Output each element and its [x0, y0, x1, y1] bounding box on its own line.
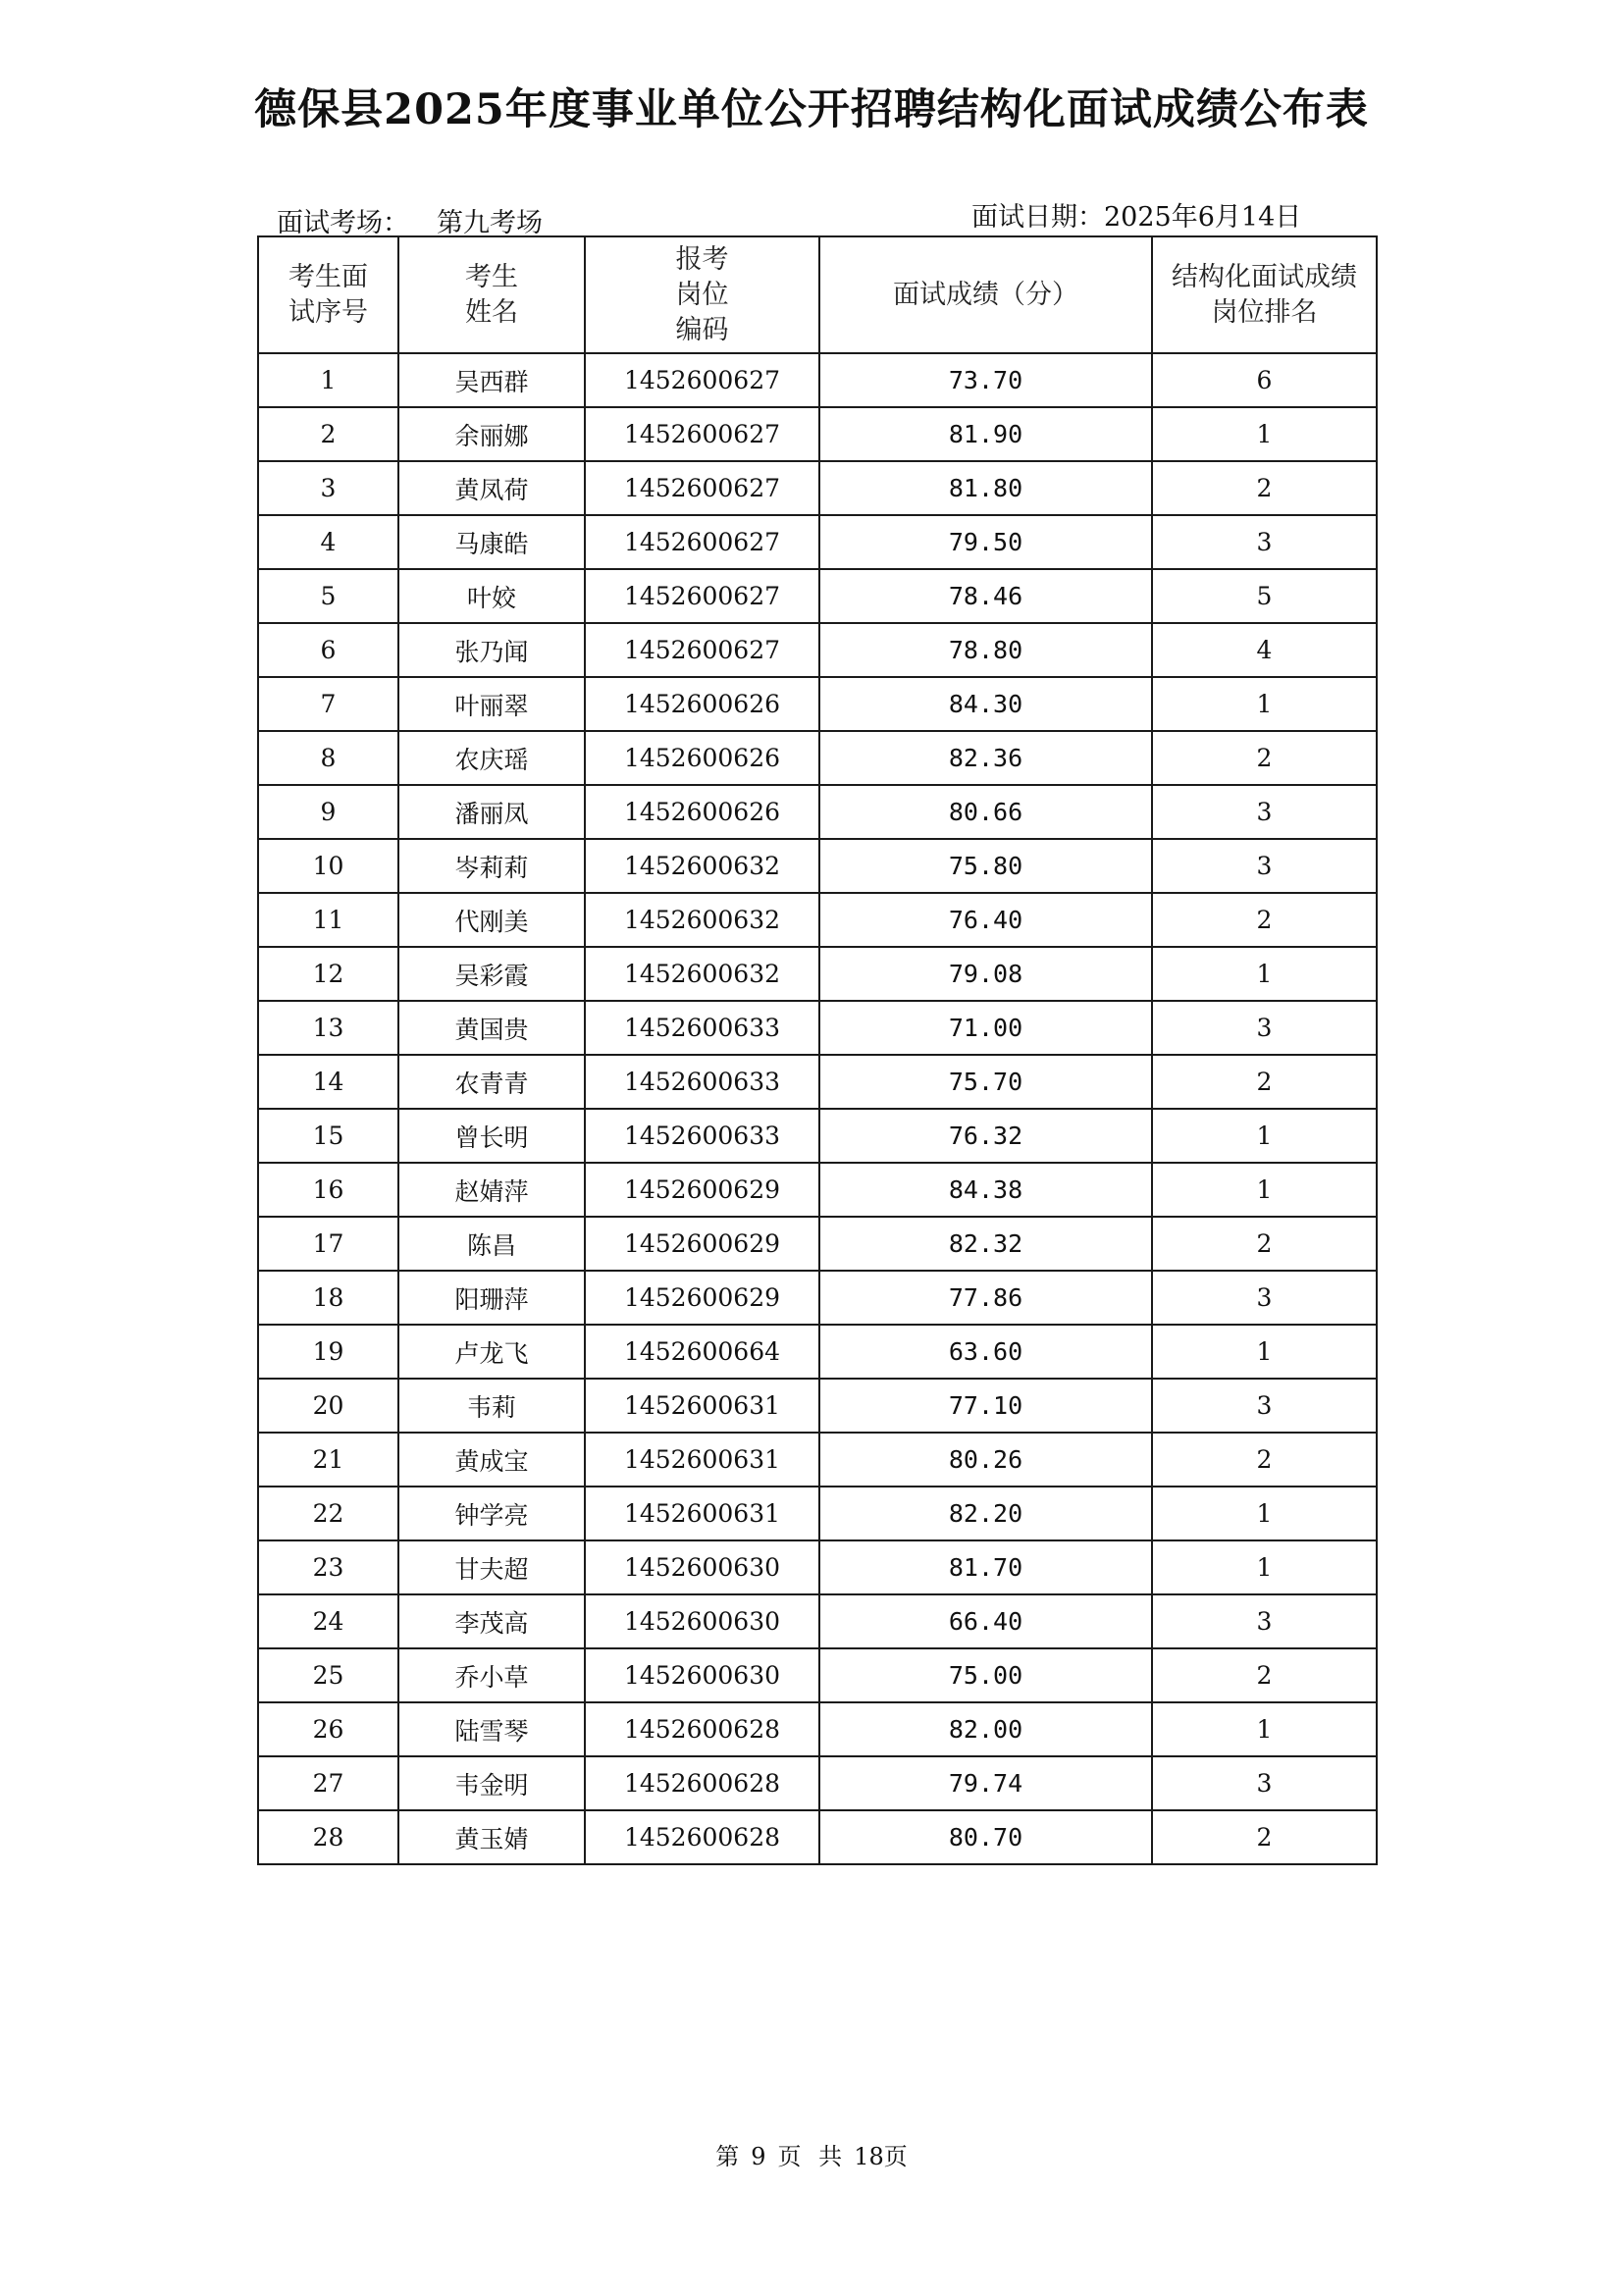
cell-name: 甘夫超: [398, 1540, 585, 1594]
cell-seq: 5: [258, 569, 398, 623]
cell-code: 1452600628: [585, 1810, 819, 1864]
cell-name: 黄凤荷: [398, 461, 585, 515]
cell-rank: 3: [1152, 1001, 1377, 1055]
exam-venue-value: 第九考场: [437, 208, 543, 238]
exam-date: 面试日期：2025年6月14日: [971, 202, 1302, 233]
cell-seq: 19: [258, 1325, 398, 1379]
cell-rank: 3: [1152, 1756, 1377, 1810]
cell-name: 陆雪琴: [398, 1702, 585, 1756]
cell-seq: 24: [258, 1594, 398, 1648]
cell-score: 75.70: [819, 1055, 1152, 1109]
cell-name: 吴彩霞: [398, 947, 585, 1001]
cell-rank: 2: [1152, 1810, 1377, 1864]
cell-score: 78.46: [819, 569, 1152, 623]
cell-name: 陈昌: [398, 1217, 585, 1271]
cell-rank: 1: [1152, 1325, 1377, 1379]
cell-name: 黄玉婧: [398, 1810, 585, 1864]
cell-score: 79.08: [819, 947, 1152, 1001]
cell-score: 71.00: [819, 1001, 1152, 1055]
cell-code: 1452600631: [585, 1379, 819, 1433]
cell-seq: 7: [258, 677, 398, 731]
cell-name: 余丽娜: [398, 407, 585, 461]
cell-code: 1452600631: [585, 1433, 819, 1487]
cell-rank: 3: [1152, 1594, 1377, 1648]
cell-score: 80.70: [819, 1810, 1152, 1864]
cell-name: 张乃闻: [398, 623, 585, 677]
cell-rank: 2: [1152, 1055, 1377, 1109]
cell-seq: 12: [258, 947, 398, 1001]
cell-name: 钟学亮: [398, 1487, 585, 1540]
cell-code: 1452600626: [585, 785, 819, 839]
cell-seq: 13: [258, 1001, 398, 1055]
cell-score: 73.70: [819, 353, 1152, 407]
cell-rank: 6: [1152, 353, 1377, 407]
table-row: [258, 1810, 1377, 1864]
exam-venue-label: 面试考场：: [277, 208, 409, 238]
cell-code: 1452600630: [585, 1594, 819, 1648]
table-row: [258, 1325, 1377, 1379]
cell-code: 1452600633: [585, 1001, 819, 1055]
cell-rank: 1: [1152, 677, 1377, 731]
table-row: [258, 1163, 1377, 1217]
table-row: [258, 1702, 1377, 1756]
cell-score: 77.10: [819, 1379, 1152, 1433]
page-footer: [0, 2137, 1623, 2171]
cell-rank: 2: [1152, 1217, 1377, 1271]
cell-name: 叶丽翠: [398, 677, 585, 731]
table-row: [258, 1001, 1377, 1055]
cell-score: 82.36: [819, 731, 1152, 785]
cell-rank: 3: [1152, 515, 1377, 569]
cell-score: 82.20: [819, 1487, 1152, 1540]
cell-rank: 1: [1152, 1487, 1377, 1540]
table-row: [258, 1055, 1377, 1109]
table-row: [258, 1648, 1377, 1702]
cell-score: 78.80: [819, 623, 1152, 677]
cell-name: 阳珊萍: [398, 1271, 585, 1325]
cell-code: 1452600627: [585, 461, 819, 515]
table-row: [258, 1433, 1377, 1487]
cell-seq: 3: [258, 461, 398, 515]
cell-score: 81.70: [819, 1540, 1152, 1594]
table-row: [258, 1540, 1377, 1594]
table-row: [258, 1109, 1377, 1163]
cell-score: 63.60: [819, 1325, 1152, 1379]
table-row: [258, 839, 1377, 893]
cell-seq: 9: [258, 785, 398, 839]
header-score: 面试成绩（分）: [819, 236, 1152, 353]
table-row: [258, 1217, 1377, 1271]
cell-seq: 17: [258, 1217, 398, 1271]
cell-score: 76.40: [819, 893, 1152, 947]
cell-code: 1452600630: [585, 1648, 819, 1702]
cell-name: 农庆瑶: [398, 731, 585, 785]
cell-seq: 23: [258, 1540, 398, 1594]
cell-name: 韦莉: [398, 1379, 585, 1433]
table-row: [258, 1379, 1377, 1433]
cell-code: 1452600627: [585, 569, 819, 623]
cell-name: 赵婧萍: [398, 1163, 585, 1217]
cell-rank: 4: [1152, 623, 1377, 677]
cell-score: 66.40: [819, 1594, 1152, 1648]
footer-page-current: 9: [751, 2143, 766, 2170]
cell-seq: 10: [258, 839, 398, 893]
cell-seq: 20: [258, 1379, 398, 1433]
cell-seq: 28: [258, 1810, 398, 1864]
cell-code: 1452600632: [585, 839, 819, 893]
cell-rank: 2: [1152, 461, 1377, 515]
footer-page-total: 18页: [854, 2143, 908, 2170]
cell-seq: 16: [258, 1163, 398, 1217]
cell-seq: 1: [258, 353, 398, 407]
cell-code: 1452600633: [585, 1055, 819, 1109]
cell-score: 77.86: [819, 1271, 1152, 1325]
header-code: 报考岗位编码: [585, 236, 819, 353]
cell-seq: 26: [258, 1702, 398, 1756]
cell-seq: 4: [258, 515, 398, 569]
cell-score: 81.90: [819, 407, 1152, 461]
table-row: [258, 677, 1377, 731]
cell-name: 岑莉莉: [398, 839, 585, 893]
table-row: [258, 515, 1377, 569]
cell-score: 75.80: [819, 839, 1152, 893]
cell-seq: 21: [258, 1433, 398, 1487]
cell-code: 1452600629: [585, 1271, 819, 1325]
cell-score: 79.50: [819, 515, 1152, 569]
cell-rank: 2: [1152, 893, 1377, 947]
cell-code: 1452600664: [585, 1325, 819, 1379]
cell-seq: 2: [258, 407, 398, 461]
cell-score: 75.00: [819, 1648, 1152, 1702]
cell-code: 1452600627: [585, 353, 819, 407]
cell-code: 1452600630: [585, 1540, 819, 1594]
cell-name: 黄国贵: [398, 1001, 585, 1055]
cell-score: 76.32: [819, 1109, 1152, 1163]
cell-code: 1452600628: [585, 1756, 819, 1810]
cell-rank: 3: [1152, 785, 1377, 839]
cell-rank: 2: [1152, 731, 1377, 785]
cell-seq: 25: [258, 1648, 398, 1702]
cell-code: 1452600631: [585, 1487, 819, 1540]
table-row: [258, 893, 1377, 947]
cell-rank: 1: [1152, 1109, 1377, 1163]
header-seq: 考生面试序号: [258, 236, 398, 353]
cell-code: 1452600632: [585, 893, 819, 947]
table-row: [258, 1487, 1377, 1540]
cell-code: 1452600629: [585, 1217, 819, 1271]
cell-name: 马康皓: [398, 515, 585, 569]
table-row: [258, 461, 1377, 515]
cell-code: 1452600633: [585, 1109, 819, 1163]
table-row: [258, 1756, 1377, 1810]
cell-seq: 6: [258, 623, 398, 677]
cell-score: 82.00: [819, 1702, 1152, 1756]
cell-name: 李茂高: [398, 1594, 585, 1648]
table-row: [258, 785, 1377, 839]
table-row: [258, 1594, 1377, 1648]
cell-seq: 8: [258, 731, 398, 785]
cell-rank: 3: [1152, 839, 1377, 893]
cell-score: 84.30: [819, 677, 1152, 731]
cell-name: 黄成宝: [398, 1433, 585, 1487]
cell-seq: 14: [258, 1055, 398, 1109]
cell-code: 1452600626: [585, 731, 819, 785]
footer-page-mid: 页 共: [777, 2143, 843, 2170]
cell-rank: 2: [1152, 1648, 1377, 1702]
cell-score: 80.66: [819, 785, 1152, 839]
table-row: [258, 947, 1377, 1001]
cell-rank: 5: [1152, 569, 1377, 623]
header-rank: 结构化面试成绩岗位排名: [1152, 236, 1377, 353]
table-row: [258, 731, 1377, 785]
cell-rank: 1: [1152, 1540, 1377, 1594]
cell-code: 1452600627: [585, 407, 819, 461]
cell-rank: 1: [1152, 947, 1377, 1001]
table-row: [258, 569, 1377, 623]
header-name: 考生姓名: [398, 236, 585, 353]
cell-name: 韦金明: [398, 1756, 585, 1810]
table-row: [258, 1271, 1377, 1325]
cell-name: 潘丽凤: [398, 785, 585, 839]
cell-code: 1452600629: [585, 1163, 819, 1217]
cell-score: 84.38: [819, 1163, 1152, 1217]
table-header-row: [258, 236, 1377, 353]
cell-seq: 18: [258, 1271, 398, 1325]
exam-venue: [277, 201, 543, 239]
cell-name: 农青青: [398, 1055, 585, 1109]
cell-score: 81.80: [819, 461, 1152, 515]
scores-table: [257, 235, 1378, 1865]
cell-name: 吴西群: [398, 353, 585, 407]
cell-code: 1452600626: [585, 677, 819, 731]
cell-seq: 22: [258, 1487, 398, 1540]
table-row: [258, 407, 1377, 461]
cell-seq: 15: [258, 1109, 398, 1163]
cell-name: 卢龙飞: [398, 1325, 585, 1379]
cell-rank: 1: [1152, 407, 1377, 461]
cell-name: 曾长明: [398, 1109, 585, 1163]
cell-name: 乔小草: [398, 1648, 585, 1702]
cell-score: 82.32: [819, 1217, 1152, 1271]
cell-rank: 3: [1152, 1379, 1377, 1433]
cell-rank: 2: [1152, 1433, 1377, 1487]
footer-page-label: 第: [715, 2143, 740, 2170]
cell-name: 叶姣: [398, 569, 585, 623]
cell-rank: 1: [1152, 1163, 1377, 1217]
cell-rank: 1: [1152, 1702, 1377, 1756]
cell-rank: 3: [1152, 1271, 1377, 1325]
cell-seq: 27: [258, 1756, 398, 1810]
cell-code: 1452600627: [585, 515, 819, 569]
table-row: [258, 353, 1377, 407]
cell-seq: 11: [258, 893, 398, 947]
cell-score: 80.26: [819, 1433, 1152, 1487]
table-row: [258, 623, 1377, 677]
cell-code: 1452600632: [585, 947, 819, 1001]
table-body: [258, 353, 1377, 1864]
cell-name: 代刚美: [398, 893, 585, 947]
cell-code: 1452600627: [585, 623, 819, 677]
cell-code: 1452600628: [585, 1702, 819, 1756]
cell-score: 79.74: [819, 1756, 1152, 1810]
page-title: 德保县2025年度事业单位公开招聘结构化面试成绩公布表: [254, 85, 1369, 134]
